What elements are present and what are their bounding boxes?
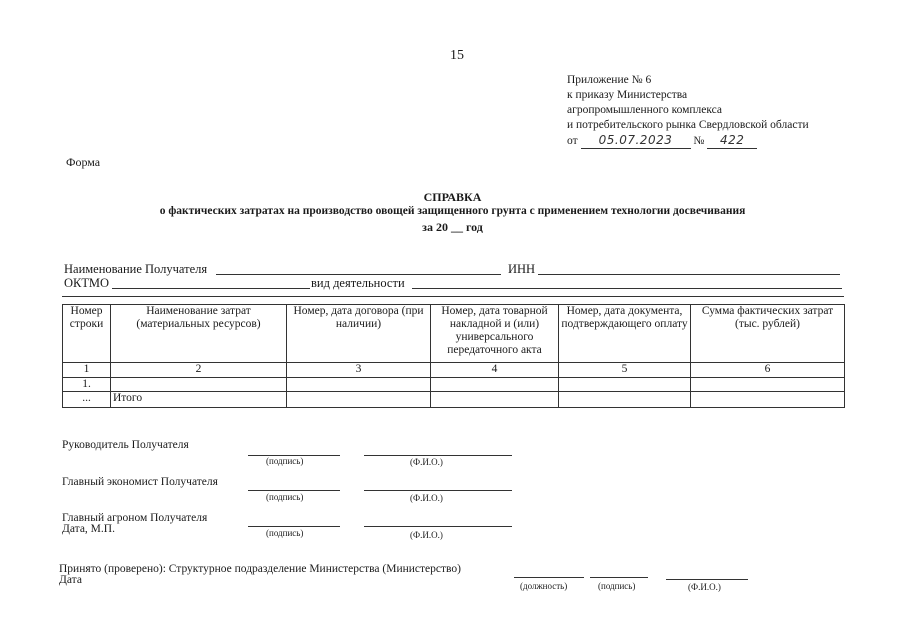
signature-caption: (подпись)	[598, 581, 636, 591]
header-row-number: Номер строки	[63, 305, 111, 363]
total-label: Итого	[111, 392, 287, 408]
doc-year: за 20 __ год	[422, 220, 483, 234]
economist-signature-line[interactable]	[248, 490, 340, 491]
table-cell[interactable]	[431, 378, 559, 392]
recipient-label: Наименование Получателя	[64, 262, 208, 276]
oktmo-field[interactable]	[112, 288, 310, 289]
header-invoice: Номер, дата товарной накладной и (или) универсального передаточного акта	[431, 305, 559, 363]
appendix-date-line	[567, 133, 809, 149]
separator-line	[62, 296, 844, 297]
number-label: №	[693, 135, 705, 147]
handwritten-number: 422	[707, 133, 757, 149]
oktmo-label: ОКТМО	[64, 276, 109, 290]
table-cell[interactable]	[111, 378, 287, 392]
expenses-table	[62, 304, 845, 408]
accepted-date-label: Дата	[59, 574, 82, 586]
table-cell[interactable]	[559, 392, 691, 408]
inn-label: ИНН	[508, 262, 536, 276]
agronomist-fio-line[interactable]	[364, 526, 512, 527]
agronomist-label: Главный агроном Получателя	[62, 512, 208, 524]
table-cell[interactable]	[287, 392, 431, 408]
appendix-line-4: и потребительского рынка Свердловской области	[567, 119, 809, 131]
table-total-row	[63, 392, 845, 408]
accepted-fio-line[interactable]	[666, 579, 748, 580]
signature-caption: (подпись)	[266, 492, 304, 502]
appendix-line-2: к приказу Министерства	[567, 89, 688, 101]
table-header-row	[63, 305, 845, 363]
doc-title: СПРАВКА	[423, 190, 482, 204]
row-number: ...	[63, 392, 111, 408]
table-column-numbers-row	[63, 363, 845, 378]
head-fio-line[interactable]	[364, 455, 512, 456]
economist-label: Главный экономист Получателя	[62, 476, 218, 488]
total-amount-cell[interactable]	[691, 392, 845, 408]
position-caption: (должность)	[520, 581, 568, 591]
page-number: 15	[450, 48, 464, 63]
fio-caption: (Ф.И.О.)	[410, 457, 443, 467]
doc-subtitle: о фактических затратах на производство овощей защищенного грунта с применением технологии досвечивания	[159, 205, 746, 217]
position-line[interactable]	[514, 577, 584, 578]
economist-fio-line[interactable]	[364, 490, 512, 491]
signature-caption: (подпись)	[266, 456, 304, 466]
fio-caption: (Ф.И.О.)	[410, 493, 443, 503]
form-label: Форма	[66, 155, 101, 169]
signature-caption: (подпись)	[266, 528, 304, 538]
recipient-field[interactable]	[216, 274, 501, 275]
table-cell[interactable]	[287, 378, 431, 392]
fio-caption: (Ф.И.О.)	[688, 582, 721, 592]
handwritten-date: 05.07.2023	[581, 133, 691, 149]
appendix-line-1: Приложение № 6	[567, 74, 652, 86]
row-number: 1.	[63, 378, 111, 392]
table-cell[interactable]	[431, 392, 559, 408]
head-label: Руководитель Получателя	[62, 439, 189, 451]
header-payment-document: Номер, дата документа, подтверждающего оплату	[559, 305, 691, 363]
col-number-3: 3	[287, 363, 431, 378]
activity-field[interactable]	[412, 288, 842, 289]
date-mp-label: Дата, М.П.	[62, 523, 115, 535]
activity-label: вид деятельности	[311, 276, 405, 290]
col-number-5: 5	[559, 363, 691, 378]
header-contract: Номер, дата договора (при наличии)	[287, 305, 431, 363]
table-cell[interactable]	[559, 378, 691, 392]
fio-caption: (Ф.И.О.)	[410, 530, 443, 540]
table-row	[63, 378, 845, 392]
agronomist-signature-line[interactable]	[248, 526, 340, 527]
appendix-block	[567, 73, 809, 149]
table-cell[interactable]	[691, 378, 845, 392]
accepted-signature-line[interactable]	[590, 577, 648, 578]
col-number-6: 6	[691, 363, 845, 378]
header-expense-name: Наименование затрат (материальных ресурсов)	[111, 305, 287, 363]
col-number-1: 1	[63, 363, 111, 378]
col-number-4: 4	[431, 363, 559, 378]
appendix-line-3: агропромышленного комплекса	[567, 104, 723, 116]
header-total-amount: Сумма фактических затрат (тыс. рублей)	[691, 305, 845, 363]
inn-field[interactable]	[538, 274, 840, 275]
from-label: от	[567, 135, 578, 147]
accepted-label: Принято (проверено): Структурное подразделение Министерства (Министерство)	[59, 563, 461, 575]
col-number-2: 2	[111, 363, 287, 378]
